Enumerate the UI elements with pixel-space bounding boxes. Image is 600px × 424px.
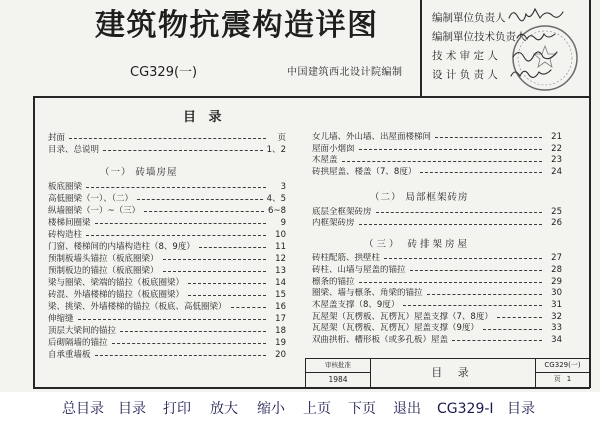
- toc-entry-page: 32: [551, 311, 562, 322]
- signoff-box-divider: [420, 0, 422, 97]
- toc-entry: [312, 288, 562, 300]
- toc-entry: [48, 313, 286, 325]
- toc-entry-label: 女儿墙、外山墙、出屋面楼梯间: [312, 132, 432, 142]
- dashed-leader: [497, 317, 542, 318]
- nav-print-link[interactable]: 打印: [163, 401, 191, 417]
- toc-entry-label: 门窗、楼梯间的内墙构造柱（8、9度）: [48, 242, 195, 252]
- toc-entry-label: 檩条的锚拉: [312, 276, 355, 287]
- toc-entry: [48, 217, 286, 229]
- title-block-page: [536, 373, 589, 386]
- toc-entry-page: 15: [275, 290, 286, 300]
- toc-section-heading: （二） 局部框架砖房: [370, 191, 469, 203]
- toc-entry: [48, 265, 286, 277]
- toc-entry: [48, 132, 286, 144]
- toc-entry: [312, 207, 562, 219]
- toc-entry-label: 纵墙圈梁（一）~（三）: [48, 206, 141, 216]
- dashed-leader: [144, 211, 264, 212]
- toc-entry-label: 砖柱、山墙与屋盖的锚拉: [312, 264, 406, 275]
- dashed-leader: [435, 137, 542, 138]
- toc-entry-page: 28: [551, 264, 562, 275]
- toc-entry-page: 19: [275, 338, 286, 348]
- dashed-leader: [188, 295, 266, 296]
- frame-line-bottom: [33, 387, 590, 389]
- nav-volume-code-link[interactable]: CG329-I: [437, 401, 494, 417]
- toc-entry-page: 1、2: [266, 145, 286, 155]
- nav-zoom-out-link[interactable]: 缩小: [257, 401, 285, 417]
- toc-entry-page: 29: [551, 276, 562, 287]
- toc-entry: [48, 229, 286, 241]
- toc-entry-page: 9: [280, 218, 286, 228]
- frame-line-top-divider: [33, 96, 590, 98]
- toc-entry-label: 高低圈梁（一）、（二）: [48, 194, 134, 204]
- dashed-leader: [95, 223, 266, 224]
- toc-entry: [312, 253, 562, 265]
- toc-entry: [312, 265, 562, 277]
- title-block-sheet-name: 目 录: [431, 366, 475, 379]
- title-block-approval: 审核批准: [325, 361, 351, 369]
- toc-entry-page: 14: [275, 278, 286, 288]
- document-title: 建筑物抗震构造详图: [95, 8, 379, 43]
- toc-entry: [312, 144, 562, 156]
- toc-entry-label: 圈梁、墙与檩条、角梁的锚拉: [312, 288, 423, 299]
- toc-entry: [312, 300, 562, 312]
- dashed-leader: [359, 282, 542, 283]
- toc-entry-label: 伸缩缝: [48, 314, 74, 324]
- toc-entry: [48, 289, 286, 301]
- dashed-leader: [163, 271, 266, 272]
- toc-entry-label: 梁、挑梁、外墙楼梯的锚拉（板底、高低圈梁）: [48, 302, 227, 312]
- toc-entry-page: 11: [275, 242, 286, 252]
- dashed-leader: [199, 247, 266, 248]
- title-block-year: 1984: [328, 375, 348, 384]
- toc-heading: 目 录: [183, 110, 226, 125]
- dashed-leader: [95, 355, 266, 356]
- toc-entry-page: 20: [275, 350, 286, 360]
- toc-entry-label: 木屋盖: [312, 155, 338, 166]
- toc-entry: [312, 323, 562, 335]
- toc-entry: [312, 277, 562, 289]
- toc-entry: [48, 325, 286, 337]
- dashed-leader: [163, 259, 266, 260]
- toc-entry-page: 6~8: [268, 206, 286, 216]
- toc-entry-label: 梁与圈梁、梁端的锚拉（板底圈梁）: [48, 278, 185, 288]
- toc-right-column: [312, 132, 562, 347]
- toc-entry-label: 砖混、外墙楼梯的锚拉（板底圈梁）: [48, 290, 185, 300]
- toc-entry-page: 22: [551, 143, 562, 154]
- toc-entry-page: 23: [551, 155, 562, 166]
- toc-entry-label: 瓦屋架（瓦楞板、瓦楞瓦）屋盖支撑（7、8度）: [312, 311, 493, 322]
- toc-entry: [312, 312, 562, 324]
- toc-entry: [48, 193, 286, 205]
- dashed-leader: [231, 307, 266, 308]
- toc-entry-page: 18: [275, 326, 286, 336]
- dashed-leader: [376, 212, 542, 213]
- toc-entry: [48, 277, 286, 289]
- dashed-leader: [103, 150, 263, 151]
- toc-entry-page: 16: [275, 302, 286, 312]
- toc-entry-label: 砖构造柱: [48, 230, 83, 240]
- toc-entry-page: 13: [275, 266, 286, 276]
- toc-entry-label: 板底圈梁: [48, 182, 83, 192]
- toc-entry-label: 屋面小烟囱: [312, 143, 355, 154]
- dashed-leader: [112, 343, 266, 344]
- toc-entry-label: 预制板墙头锚拉（板底圈梁）: [48, 254, 159, 264]
- dashed-leader: [403, 305, 542, 306]
- toc-section-heading: （一） 砖墙房屋: [100, 167, 178, 178]
- dashed-leader: [384, 258, 542, 259]
- toc-entry-page: 12: [275, 254, 286, 264]
- toc-entry: [48, 253, 286, 265]
- nav-prev-page-link[interactable]: 上页: [303, 401, 331, 417]
- dashed-leader: [452, 340, 542, 341]
- dashed-leader: [410, 270, 542, 271]
- dashed-leader: [120, 331, 266, 332]
- dashed-leader: [78, 319, 266, 320]
- toc-entry: [48, 205, 286, 217]
- toc-entry: [48, 349, 286, 361]
- nav-volume-contents-link[interactable]: 目录: [507, 401, 535, 417]
- dashed-leader: [359, 224, 542, 225]
- toc-entry: [48, 144, 286, 156]
- nav-zoom-in-link[interactable]: 放大: [210, 401, 238, 417]
- toc-entry-label: 内框架砖房: [312, 218, 355, 229]
- toc-entry: [48, 301, 286, 313]
- dashed-leader: [359, 149, 542, 150]
- toc-entry-page: 24: [551, 167, 562, 178]
- toc-entry: [312, 155, 562, 167]
- toc-entry-label: 预制板边的锚拉（板底圈梁）: [48, 266, 159, 276]
- toc-entry-page: 3: [280, 182, 286, 192]
- title-block-page-number: 1: [566, 375, 572, 383]
- frame-line-left: [33, 96, 35, 388]
- toc-entry-page: 10: [275, 230, 286, 240]
- dashed-leader: [427, 294, 542, 295]
- toc-section-heading: （三） 砖排架房屋: [364, 239, 471, 251]
- dashed-leader: [342, 161, 542, 162]
- toc-entry-label: 砖拱屋盖、楼盖（7、8度）: [312, 167, 417, 178]
- signoff-role-technical-head: 编制單位技术负责人: [432, 31, 527, 43]
- toc-entry-page: 4、5: [266, 194, 286, 204]
- toc-left-column: [48, 132, 286, 361]
- dashed-leader: [188, 283, 266, 284]
- toc-entry-label: 底层全框架砖房: [312, 206, 372, 217]
- toc-entry: [312, 218, 562, 230]
- signoff-role-technical-reviewer: 技 术 审 定 人: [432, 50, 498, 62]
- nav-master-index-link[interactable]: 总目录: [62, 401, 104, 417]
- viewer-nav-bar: [0, 396, 600, 422]
- toc-entry-page: 17: [275, 314, 286, 324]
- dashed-leader: [86, 235, 266, 236]
- dashed-leader: [137, 199, 263, 200]
- signoff-role-unit-head: 编制單位负责人: [432, 12, 506, 24]
- toc-entry: [48, 181, 286, 193]
- toc-entry: [48, 337, 286, 349]
- dashed-leader: [69, 138, 266, 139]
- signoff-role-design-lead: 设 计 负 责 人: [432, 69, 498, 81]
- title-block-code: CG329(一): [544, 361, 581, 369]
- toc-entry: [312, 167, 562, 179]
- toc-entry-label: 瓦屋架（瓦楞板、瓦楞瓦）屋盖支撑（9度）: [312, 323, 479, 334]
- toc-entry-label: 砖柱配筋、拱壁柱: [312, 253, 381, 264]
- toc-entry-page: 31: [551, 299, 562, 310]
- toc-entry-page: 30: [551, 288, 562, 299]
- toc-entry-page: 27: [551, 253, 562, 264]
- toc-entry: [312, 335, 562, 347]
- toc-entry-label: 楼梯间圈梁: [48, 218, 91, 228]
- signatures-and-seal: [495, 0, 590, 96]
- toc-entry-page: 33: [551, 323, 562, 334]
- dashed-leader: [420, 172, 542, 173]
- toc-entry-label: 顶层大梁间的锚拉: [48, 326, 117, 336]
- toc-entry: [312, 132, 562, 144]
- toc-entry-label: 后砌隔墙的锚拉: [48, 338, 108, 348]
- toc-entry-label: 自承重墙板: [48, 350, 91, 360]
- nav-contents-link[interactable]: 目录: [118, 401, 146, 417]
- title-block-page-label: 页: [553, 375, 561, 383]
- toc-entry-page: 页: [277, 133, 286, 143]
- toc-entry-page: 25: [551, 206, 562, 217]
- nav-next-page-link[interactable]: 下页: [348, 401, 376, 417]
- toc-entry-page: 21: [551, 132, 562, 142]
- compiler-label: 中国建筑西北设计院编制: [287, 67, 403, 78]
- dashed-leader: [86, 187, 266, 188]
- toc-entry: [48, 241, 286, 253]
- toc-entry-label: 目录、总说明: [48, 145, 100, 155]
- dashed-leader: [483, 329, 542, 330]
- toc-entry-page: 26: [551, 218, 562, 229]
- toc-entry-label: 木屋盖支撑（8、9度）: [312, 299, 400, 310]
- toc-entry-label: 双曲拱桁、槽形板（或多孔板）屋盖: [312, 334, 449, 345]
- nav-exit-link[interactable]: 退出: [393, 401, 421, 417]
- document-code: CG329(一): [130, 65, 198, 80]
- toc-entry-label: 封面: [48, 133, 66, 143]
- toc-entry-page: 34: [551, 334, 562, 345]
